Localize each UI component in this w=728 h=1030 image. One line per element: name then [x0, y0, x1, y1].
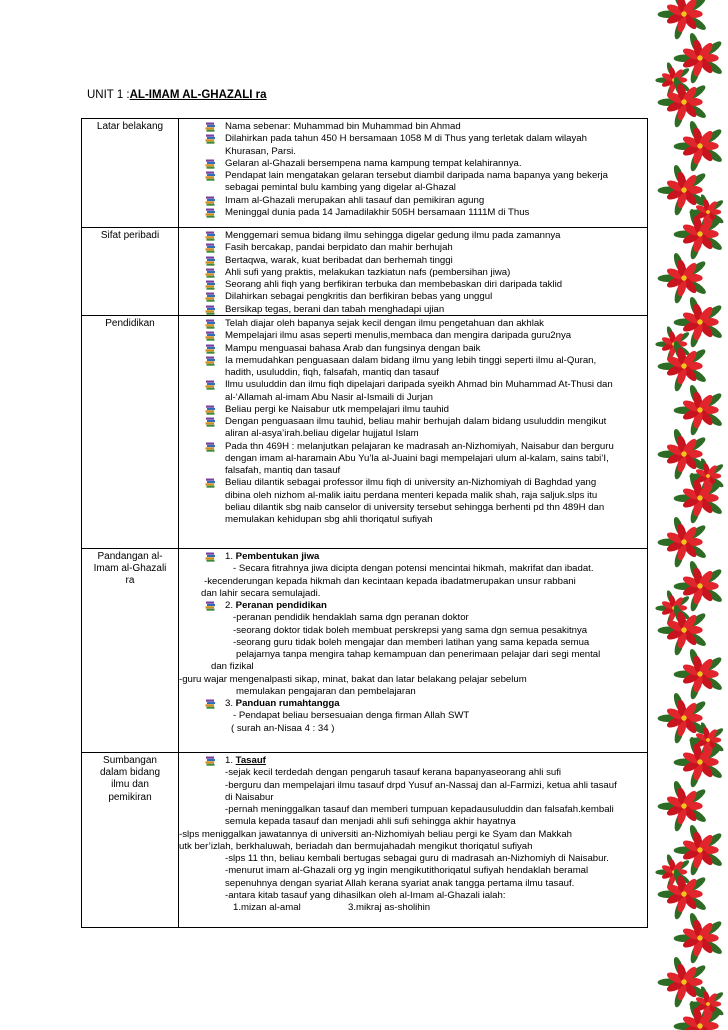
- list-item: 1. Tasauf: [178, 755, 647, 767]
- text-line: -peranan pendidik hendaklah sama dgn peranan doktor: [233, 612, 469, 624]
- row-label: [82, 318, 178, 330]
- bullet-icon: [205, 756, 216, 766]
- bullet-icon: [205, 256, 216, 266]
- list-item-cont: falsafah, mantiq dan tasauf: [225, 465, 341, 476]
- bullet-icon: [205, 344, 216, 354]
- label-line: Pendidikan: [105, 318, 155, 329]
- row-content: [178, 551, 647, 735]
- list-item: Beliau pergi ke Naisabur utk mempelajari ilmu tauhid: [178, 404, 647, 416]
- text-line: dan fizikal: [211, 661, 254, 673]
- text-line: -seorang guru tidak boleh mengajar dan memberi latihan yang sama kepada semua: [233, 636, 590, 648]
- label-line: Latar belakang: [96, 121, 164, 132]
- bullet-icon: [205, 552, 216, 562]
- text-line: semula kepada tasauf dan menjadi ahli sufi sehingga akhir hayatnya: [225, 816, 516, 828]
- list-item: Mempelajari ilmu asas seperti menulis,membaca dan mengira daripada guru2nya: [178, 330, 647, 342]
- text-line: utk ber’izlah, berkhaluwah, beriadah dan bermujahadah mengikut thoriqatul sufiyah: [179, 840, 533, 852]
- list-item: Ia memudahkan penguasaan dalam bidang ilmu yang lebih tinggi seperti ilmu al-Quran,: [178, 355, 647, 367]
- list-item-cont: aliran al-asya’irah.beliau digelar hujjatul Islam: [225, 428, 419, 440]
- text-line: - Secara fitrahnya jiwa dicipta dengan potensi mencintai hikmah, makrifat dan ibadat.: [233, 563, 594, 575]
- text-line: - Pendapat beliau bersesuaian denga firman Allah SWT: [233, 710, 470, 722]
- table-row: [82, 753, 647, 927]
- bullet-icon: [205, 292, 216, 302]
- list-item-cont: memulakan kehidupan sbg ahli thoriqatul sufiyah: [225, 514, 433, 525]
- bullet-icon: [205, 417, 216, 427]
- list-item: Mampu menguasai bahasa Arab dan fungsinya dengan baik: [178, 343, 647, 355]
- table-row: [82, 228, 647, 316]
- row-content: [178, 230, 647, 316]
- bullet-icon: [205, 122, 216, 132]
- label-line: Pandangan al-: [97, 551, 163, 562]
- label-line: ra: [125, 575, 135, 587]
- bullet-icon: [205, 243, 216, 253]
- text-line: -antara kitab tasauf yang dihasilkan oleh al-Imam al-Ghazali ialah:: [225, 889, 506, 901]
- text-line: ( surah an-Nisaa 4 : 34 ): [231, 722, 335, 734]
- list-item: Gelaran al-Ghazali bersempena nama kampung tempat kelahirannya.: [178, 158, 647, 170]
- list-item: Menggemari semua bidang ilmu sehingga digelar gedung ilmu pada zamannya: [178, 230, 647, 242]
- table-row: [82, 549, 647, 753]
- list-item-cont: hadith, usuluddin, fiqh, falsafah, mantiq dan tasauf: [225, 367, 439, 378]
- row-label: [82, 230, 178, 242]
- bullet-icon: [205, 134, 216, 144]
- text-line: -berguru dan mempelajari ilmu tasauf drpd Yusuf an-Nassaj dan al-Farmizi, ketua ahli tasauf: [225, 779, 617, 791]
- label-line: Imam al-Ghazali: [93, 563, 167, 575]
- text-line: -menurut imam al-Ghazali org yg ingin mengikutithoriqatul sufiyah hendaklah beramal: [225, 865, 589, 877]
- poinsettia-flower: [674, 120, 724, 172]
- list-item-cont: Khurasan, Parsi.: [225, 145, 296, 157]
- list-item: Bersikap tegas, berani dan tabah menghadapi ujian: [178, 304, 647, 316]
- label-line: dalam bidang: [99, 767, 161, 779]
- list-item: Seorang ahli fiqh yang berfikiran terbuka dan membebaskan diri daripada taklid: [178, 279, 647, 291]
- list-item: Dilahirkan pada tahun 450 H bersamaan 1058 M di Thus yang terletak dalam wilayah: [178, 133, 647, 145]
- list-item: 2. Peranan pendidikan: [178, 600, 647, 612]
- text-line: di Naisabur: [225, 791, 274, 803]
- unit-title: AL-IMAM AL-GHAZALI ra: [129, 89, 267, 101]
- table-row: [82, 119, 647, 228]
- text-line: pelajarnya tanpa mengira tahap kemampuan dan penerimaan pelajar dari segi mental: [236, 649, 601, 660]
- label-line: pemikiran: [108, 791, 152, 803]
- bullet-icon: [205, 305, 216, 315]
- row-content: [178, 318, 647, 526]
- list-item: Bertaqwa, warak, kuat beribadat dan berhemah tinggi: [178, 255, 647, 267]
- info-table: [81, 118, 648, 928]
- text-line: -pernah meninggalkan tasauf dan memberi tumpuan kepadausuluddin dan falsafah.kembali: [225, 804, 614, 815]
- row-label: [82, 551, 178, 588]
- unit-number: UNIT 1 :: [87, 89, 130, 101]
- row-content: [178, 121, 647, 219]
- list-item: Nama sebenar: Muhammad bin Muhammad bin Ahmad: [178, 121, 647, 133]
- bullet-icon: [205, 699, 216, 709]
- bullet-icon: [205, 442, 216, 452]
- text-line: -seorang doktor tidak boleh membuat perskrepsi yang sama dgn semua pesakitnya: [233, 624, 588, 636]
- poinsettia-flower: [658, 516, 708, 568]
- page-title: [87, 89, 267, 101]
- list-item: Telah diajar oleh bapanya sejak kecil dengan ilmu pengetahuan dan akhlak: [178, 318, 647, 330]
- text-line: -slps meniggalkan jawatannya di universiti an-Nizhomiyah beliau pergi ke Syam dan Makkah: [179, 828, 573, 840]
- subheading: Tasauf: [235, 755, 266, 766]
- list-item: Dilahirkan sebagai pengkritis dan berfikiran bebas yang unggul: [178, 291, 647, 303]
- label-line: ilmu dan: [111, 779, 149, 791]
- list-item: Pendapat lain mengatakan gelaran tersebut diambil daripada nama bapanya yang bekerja: [178, 170, 647, 182]
- list-item: Imam al-Ghazali merupakan ahli tasauf dan pemikiran agung: [178, 195, 647, 207]
- list-item: 1. Pembentukan jiwa: [178, 551, 647, 563]
- bullet-icon: [205, 208, 216, 218]
- bullet-icon: [205, 478, 216, 488]
- bullet-icon: [205, 280, 216, 290]
- label-line: Sifat peribadi: [100, 230, 160, 241]
- list-item-cont: dengan imam al-haramain Abu Yu’la al-Juaini bagi mempelajari ulum al-kalam, sains tabi’I,: [225, 452, 609, 464]
- poinsettia-flower: [674, 912, 724, 964]
- text-line: -slps 11 thn, beliau kembali bertugas sebagai guru di madrasah an-Nizhomiyh di Naisabur.: [225, 853, 609, 864]
- bullet-icon: [205, 601, 216, 611]
- list-item: Beliau dilantik sebagai professor ilmu fiqh di university an-Nizhomiyah di Baghdad yang: [178, 477, 647, 489]
- bullet-icon: [205, 356, 216, 366]
- subheading: Panduan rumahtangga: [235, 698, 340, 709]
- list-item-cont: beliau dilantik sbg naib canselor di university tersebut sehingga berhenti pd thn 489H dan: [225, 501, 605, 513]
- poinsettia-flower: [658, 0, 708, 40]
- list-item-cont: dibina oleh nizhom al-malik iaitu perdana menteri kepada malik shah, raja saljuk.slps itu: [225, 489, 598, 501]
- list-item-cont: al-‘Allamah al-imam Abu Nasir al-Ismaili di Jurjan: [225, 391, 433, 403]
- bullet-icon: [205, 331, 216, 341]
- text-line: sepenuhnya dengan syariat Allah kerana syariat anak tangga pertama ilmu tasauf.: [225, 877, 575, 889]
- bullet-icon: [205, 231, 216, 241]
- text-line: -guru wajar mengenalpasti sikap, minat, bakat dan latar belakang pelajar sebelum: [179, 673, 527, 685]
- text-line: 1.mizan al-amal 3.mikraj as-sholihin: [233, 902, 431, 913]
- bullet-icon: [205, 319, 216, 329]
- row-label: [82, 755, 178, 804]
- bullet-icon: [205, 405, 216, 415]
- label-line: Sumbangan: [103, 755, 157, 766]
- poinsettia-flower: [658, 780, 708, 832]
- text-line: memulakan pengajaran dan pembelajaran: [236, 685, 416, 697]
- row-content: [178, 755, 647, 914]
- list-item: Ahli sufi yang praktis, melakukan tazkiatun nafs (pembersihan jiwa): [178, 267, 647, 279]
- bullet-icon: [205, 196, 216, 206]
- poinsettia-flower: [674, 648, 724, 700]
- bullet-icon: [205, 171, 216, 181]
- list-item: Dengan penguasaan ilmu tauhid, beliau mahir berhujah dalam bidang usuluddin mengikut: [178, 416, 647, 428]
- bullet-icon: [205, 159, 216, 169]
- table-row: [82, 316, 647, 549]
- bullet-icon: [205, 380, 216, 390]
- list-item: Meninggal dunia pada 14 Jamadilakhir 505H bersamaan 1111M di Thus: [178, 207, 647, 219]
- poinsettia-border: [650, 0, 728, 1030]
- list-item: Pada thn 469H : melanjutkan pelajaran ke madrasah an-Nizhomiyah, Naisabur dan berguru: [178, 441, 647, 453]
- list-item: Fasih bercakap, pandai berpidato dan mahir berhujah: [178, 242, 647, 254]
- text-line: dan lahir secara semulajadi.: [201, 587, 321, 599]
- row-label: [82, 121, 178, 133]
- list-item: Ilmu usuluddin dan ilmu fiqh dipelajari daripada syeikh Ahmad bin Muhammad At-Thusi dan: [178, 379, 647, 391]
- poinsettia-flower: [658, 252, 708, 304]
- subheading: Pembentukan jiwa: [235, 551, 320, 562]
- text-line: -kecenderungan kepada hikmah dan kecintaan kepada ibadatmerupakan unsur rabbani: [204, 575, 576, 587]
- text-line: -sejak kecil terdedah dengan pengaruh tasauf kerana bapanyaseorang ahli sufi: [225, 767, 562, 779]
- list-item: 3. Panduan rumahtangga: [178, 698, 647, 710]
- bullet-icon: [205, 268, 216, 278]
- list-item-cont: sebagai pemintal bulu kambing yang digelar al-Ghazal: [225, 182, 456, 194]
- poinsettia-flower: [674, 384, 724, 436]
- subheading: Peranan pendidikan: [235, 600, 327, 611]
